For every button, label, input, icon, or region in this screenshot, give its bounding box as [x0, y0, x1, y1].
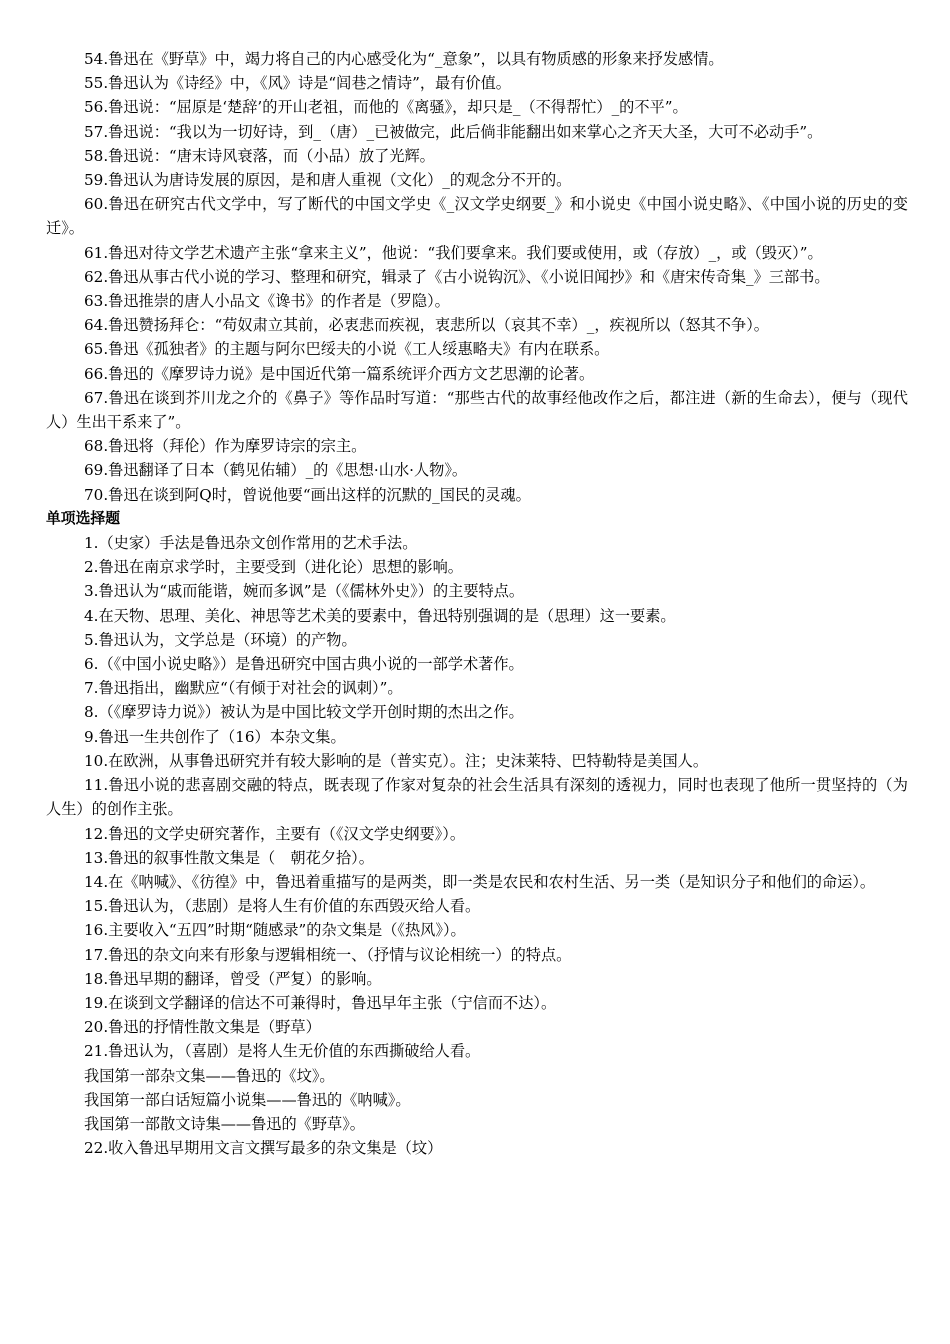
list-item: 16.主要收入“五四”时期“随感录”的杂文集是（《热风》）。 [84, 921, 466, 940]
list-item: 我国第一部白话短篇小说集——鲁迅的《呐喊》。 [84, 1090, 411, 1109]
list-item: 58.鲁迅说：“唐末诗风衰落，而（小品）放了光辉。 [84, 146, 435, 165]
list-item: 66.鲁迅的《摩罗诗力说》是中国近代第一篇系统评介西方文艺思潮的论著。 [84, 364, 595, 383]
list-item: 1.（史家）手法是鲁迅杂文创作常用的艺术手法。 [84, 534, 418, 553]
list-item: 7.鲁迅指出，幽默应“（有倾于对社会的讽刺）”。 [84, 679, 403, 698]
list-item: 69.鲁迅翻译了日本（鹤见佑辅）_的《思想·山水·人物》。 [84, 461, 468, 480]
list-item: 5.鲁迅认为，文学总是（环境）的产物。 [84, 630, 357, 649]
list-item: 54.鲁迅在《野草》中，竭力将自己的内心感受化为“_意象”，以具有物质感的形象来抒发感情。 [84, 50, 724, 68]
multiple-choice-section [46, 531, 908, 1160]
list-item: 19.在谈到文学翻译的信达不可兼得时，鲁迅早年主张（宁信而不达）。 [84, 993, 557, 1012]
list-item: 11.鲁迅小说的悲喜剧交融的特点，既表现了作家对复杂的社会生活具有深刻的透视力，同时也表现了他所一贯坚持的（为人生）的创作主张。 [46, 776, 908, 819]
list-item: 65.鲁迅《孤独者》的主题与阿尔巴绥夫的小说《工人绥惠略夫》有内在联系。 [84, 340, 610, 359]
list-item: 17.鲁迅的杂文向来有形象与逻辑相统一、（抒情与议论相统一）的特点。 [84, 945, 572, 964]
list-item: 13.鲁迅的叙事性散文集是（ 朝花夕拾）。 [84, 848, 374, 867]
list-item: 18.鲁迅早期的翻译，曾受（严复）的影响。 [84, 969, 382, 988]
list-item: 8.（《摩罗诗力说》）被认为是中国比较文学开创时期的杰出之作。 [84, 703, 524, 722]
list-item: 6.（《中国小说史略》）是鲁迅研究中国古典小说的一部学术著作。 [84, 655, 524, 674]
list-item: 64.鲁迅赞扬拜仑：“苟奴肃立其前，必衷悲而疾视，衷悲所以（哀其不幸）_，疾视所以（怒其不争）。 [84, 316, 769, 335]
list-item: 22.收入鲁迅早期用文言文撰写最多的杂文集是（坟） [84, 1139, 443, 1158]
list-item: 57.鲁迅说：“我以为一切好诗，到_（唐）_已被做完，此后倘非能翻出如来掌心之齐天大圣，大可不必动手”。 [84, 122, 823, 141]
section-heading: 单项选择题 [46, 509, 120, 527]
list-item: 4.在天物、思理、美化、神思等艺术美的要素中，鲁迅特别强调的是（思理）这一要素。 [84, 606, 676, 625]
document-page [46, 47, 908, 1160]
list-item: 60.鲁迅在研究古代文学中，写了断代的中国文学史《_汉文学史纲要_》和小说史《中国小说史略》、《中国小说的历史的变迁》。 [46, 195, 908, 238]
list-item: 63.鲁迅推崇的唐人小品文《谗书》的作者是（罗隐）。 [84, 292, 450, 311]
list-item: 15.鲁迅认为，（悲剧）是将人生有价值的东西毁灭给人看。 [84, 897, 481, 916]
list-item: 14.在《呐喊》、《彷徨》中，鲁迅着重描写的是两类，即一类是农民和农村生活、另一类（是知识分子和他们的命运）。 [84, 872, 876, 891]
list-item: 70.鲁迅在谈到阿Q时，曾说他要“画出这样的沉默的_国民的灵魂。 [84, 485, 531, 504]
list-item: 2.鲁迅在南京求学时，主要受到（进化论）思想的影响。 [84, 558, 463, 577]
list-item: 67.鲁迅在谈到芥川龙之介的《鼻子》等作品时写道：“那些古代的故事经他改作之后，都注进（新的生命去），便与（现代人）生出干系来了”。 [46, 388, 908, 432]
list-item: 59.鲁迅认为唐诗发展的原因，是和唐人重视（文化）_的观念分不开的。 [84, 171, 572, 190]
list-item: 我国第一部散文诗集——鲁迅的《野草》。 [84, 1114, 365, 1133]
list-item: 61.鲁迅对待文学艺术遗产主张“拿来主义”，他说：“我们要拿来。我们要或使用，或（存放）_，或（毁灭）”。 [84, 243, 823, 262]
list-item: 21.鲁迅认为，（喜剧）是将人生无价值的东西撕破给人看。 [84, 1042, 481, 1061]
list-item: 12.鲁迅的文学史研究著作，主要有（《汉文学史纲要》）。 [84, 824, 466, 843]
list-item: 68.鲁迅将（拜伦）作为摩罗诗宗的宗主。 [84, 437, 367, 456]
fill-in-section [46, 47, 908, 507]
list-item: 62.鲁迅从事古代小说的学习、整理和研究，辑录了《古小说钩沉》、《小说旧闻抄》和《唐宋传奇集_》三部书。 [84, 267, 830, 286]
list-item: 9.鲁迅一生共创作了（16）本杂文集。 [84, 727, 346, 746]
list-item: 20.鲁迅的抒情性散文集是（野草） [84, 1018, 321, 1037]
list-item: 3.鲁迅认为“戚而能谐，婉而多讽”是（《儒林外史》）的主要特点。 [84, 582, 525, 601]
list-item: 10.在欧洲，从事鲁迅研究并有较大影响的是（普实克）。注；史沫莱特、巴特勒特是美国人。 [84, 751, 709, 770]
list-item: 我国第一部杂文集——鲁迅的《坟》。 [84, 1066, 335, 1085]
list-item: 56.鲁迅说：“屈原是‘楚辞’的开山老祖，而他的《离骚》，却只是_（不得帮忙）_的不平”。 [84, 98, 688, 117]
list-item: 55.鲁迅认为《诗经》中，《风》诗是“闾巷之情诗”，最有价值。 [84, 74, 511, 93]
